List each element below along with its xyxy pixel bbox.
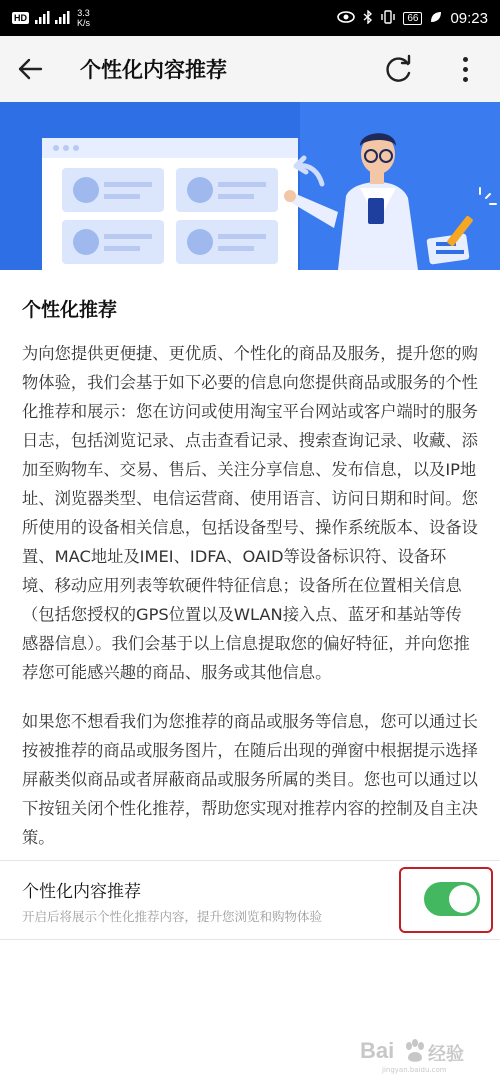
bluetooth-icon (363, 10, 373, 27)
refresh-icon (380, 52, 416, 88)
back-button[interactable] (0, 36, 60, 102)
intro-paragraph: 为向您提供更便捷、更优质、个性化的商品及服务，提升您的购物体验，我们会基于如下必要的信息向您提供商品或服务的个性化推荐和展示：您在访问或使用淘宝平台网站或客户端时的服务日志，包括浏览记录、点击查看记录、搜索查询记录、收藏、添加至购物车、交易、售后、关注分享信息、发布信息，以及IP地址、浏览器类型、电信运营商、使用语言、访问日期和时间。您所使用的设备相关信息，包括设备型号、操作系统版本、设备设置、MAC地址及IMEI、IDFA、OAID等设备标识符、设备环境、移动应用列表等软硬件特征信息；设备所在位置相关信息（包括您授权的GPS位置以及WLAN接入点、蓝牙和基站等传感器信息）。我们会基于以上信息提取您的偏好特征，并向您推荐您可能感兴趣的商品、服务或其他信息。 (22, 344, 478, 682)
refresh-button[interactable] (380, 52, 416, 88)
setting-title: 个性化内容推荐 (22, 882, 141, 902)
opt-out-paragraph: 如果您不想看我们为您推荐的商品或服务等信息，您可以通过长按被推荐的商品或服务图片，在随后出现的弹窗中根据提示选择屏蔽类似商品或者屏蔽商品或服务所属的类目。您也可以通过以下按钮关闭个性化推荐，帮助您实现对推荐内容的控制及自主决策。 (22, 712, 478, 847)
network-speed (77, 8, 90, 28)
eye-icon (337, 10, 355, 26)
watermark-url: jingyan.baidu.com (382, 1066, 447, 1074)
baidu-jingyan-watermark (360, 1030, 490, 1074)
battery-icon: 66 (403, 12, 422, 25)
clock: 09:23 (450, 9, 488, 27)
watermark-brand: Bai (360, 1038, 395, 1063)
leaf-icon (430, 10, 442, 26)
signal-icon (35, 10, 71, 27)
section-title: 个性化推荐 (22, 299, 118, 321)
page-title: 个性化内容推荐 (80, 58, 227, 82)
arrow-left-icon (17, 58, 43, 80)
watermark-cn: 经验 (428, 1044, 464, 1065)
network-speed-unit: K/s (77, 18, 91, 28)
more-vertical-icon[interactable] (450, 51, 480, 87)
hd-icon: HD (14, 13, 27, 23)
setting-description: 开启后将展示个性化推荐内容，提升您浏览和购物体验 (22, 909, 323, 924)
personalized-recommendation-toggle[interactable] (424, 882, 480, 916)
status-bar (0, 0, 500, 36)
paw-icon (404, 1038, 426, 1064)
vibrate-icon (381, 10, 395, 27)
banner-illustration (0, 102, 500, 270)
toggle-knob (449, 885, 477, 913)
title-bar (0, 36, 500, 102)
network-speed-value: 3.3 (77, 8, 90, 18)
